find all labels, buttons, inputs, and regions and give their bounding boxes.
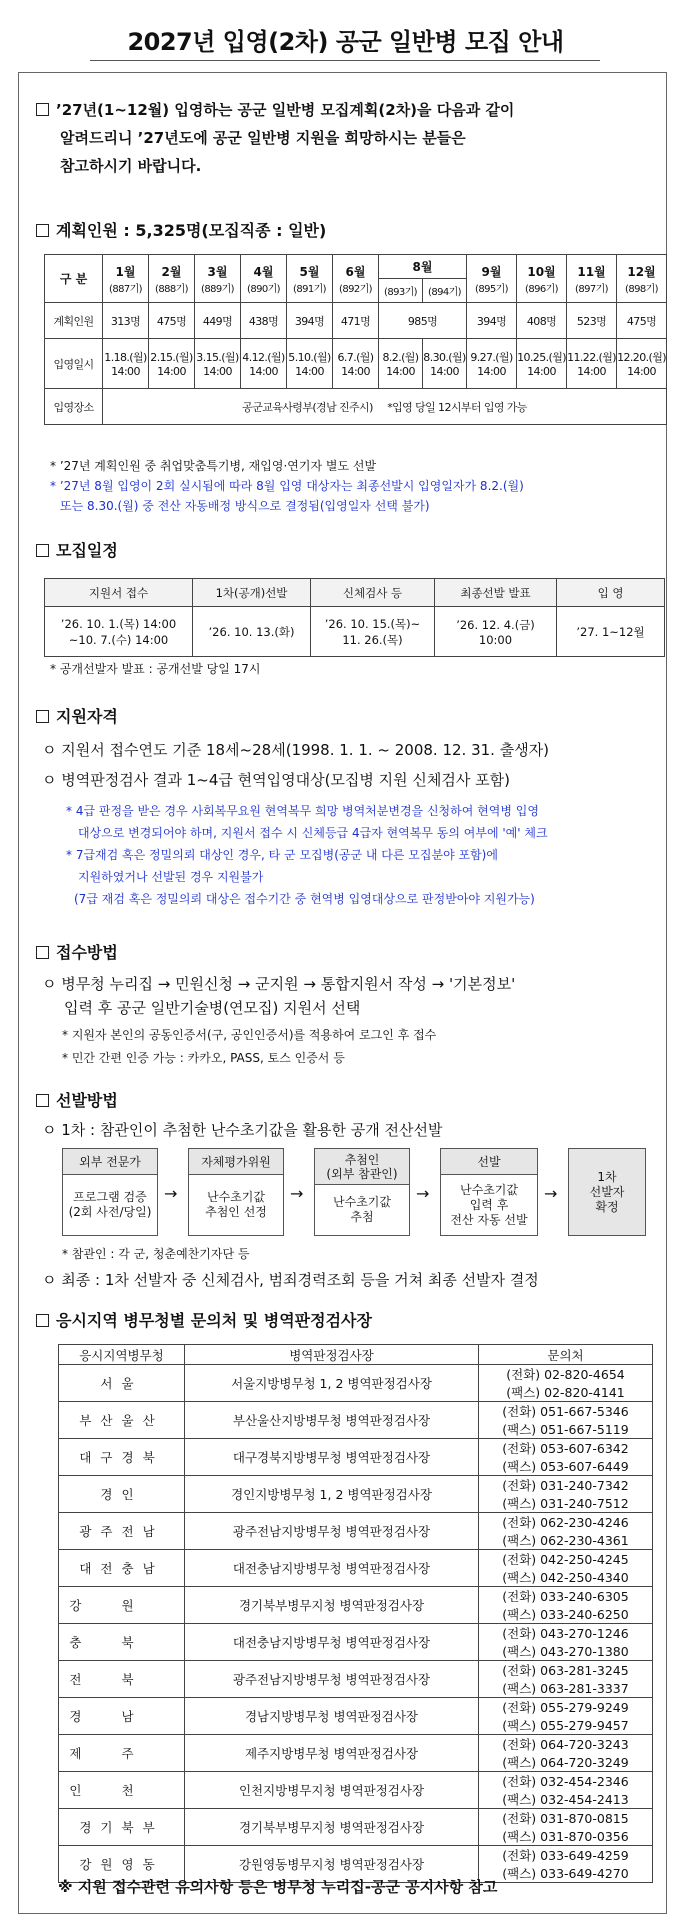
date-cell: 1.18.(월) 14:00 xyxy=(103,339,149,389)
checkbox-icon xyxy=(36,544,49,557)
apply-note: * 민간 간편 인증 가능 : 카카오, PASS, 토스 인증서 등 xyxy=(62,1051,345,1065)
date-cell: 4.12.(월) 14:00 xyxy=(241,339,287,389)
selection-final: ㅇ 최종 : 1차 선발자 중 신체검사, 범죄경력조회 등을 거쳐 최종 선발자 결정 xyxy=(42,1271,539,1289)
site-cell: 대전충남지방병무청 병역판정검사장 xyxy=(185,1624,479,1661)
contact-cell: (전화) 053-607-6342 (팩스) 053-607-6449 xyxy=(479,1439,653,1476)
month-9: 9월 (895기) xyxy=(467,255,517,303)
contact-cell: (전화) 033-240-6305 (팩스) 033-240-6250 xyxy=(479,1587,653,1624)
contact-cell: (전화) 02-820-4654 (팩스) 02-820-4141 xyxy=(479,1365,653,1402)
region-cell: 서울 xyxy=(59,1365,185,1402)
checkbox-icon xyxy=(36,1314,49,1327)
eligibility-item-1: ㅇ 지원서 접수연도 기준 18세~28세(1998. 1. 1. ~ 2008. 12. 31. 출생자) xyxy=(42,741,550,759)
table-row xyxy=(59,1550,653,1587)
schedule-cell: ’27. 1~12월 xyxy=(557,607,665,657)
site-cell: 제주지방병무청 병역판정검사장 xyxy=(185,1735,479,1772)
intro-text xyxy=(36,96,514,180)
table-row xyxy=(59,1587,653,1624)
place-cell: 공군교육사령부(경남 진주시) *입영 당일 12시부터 입영 가능 xyxy=(103,389,667,425)
count-cell: 523명 xyxy=(567,303,617,339)
apply-steps xyxy=(42,972,515,1020)
region-cell: 전북 xyxy=(59,1661,185,1698)
schedule-heading: 모집일정 xyxy=(36,538,118,561)
date-cell: 9.27.(월) 14:00 xyxy=(467,339,517,389)
contacts-table xyxy=(58,1344,653,1883)
count-cell: 408명 xyxy=(517,303,567,339)
eligibility-note: * 4급 판정을 받은 경우 사회복무요원 현역복무 희망 병역처분변경을 신청하여 현역병 입영 xyxy=(66,804,539,818)
table-row xyxy=(59,1476,653,1513)
region-cell: 광주전남 xyxy=(59,1513,185,1550)
count-row xyxy=(45,303,667,339)
site-cell: 서울지방병무청 1, 2 병역판정검사장 xyxy=(185,1365,479,1402)
region-cell: 부산울산 xyxy=(59,1402,185,1439)
schedule-header: 최종선발 발표 xyxy=(435,579,557,607)
count-cell: 985명 xyxy=(379,303,467,339)
month-10: 10월 (896기) xyxy=(517,255,567,303)
site-cell: 광주전남지방병무청 병역판정검사장 xyxy=(185,1513,479,1550)
site-cell: 인천지방병무지청 병역판정검사장 xyxy=(185,1772,479,1809)
count-cell: 394명 xyxy=(287,303,333,339)
gubun-header: 구 분 xyxy=(45,255,103,303)
flow-step-head: 추첨인 (외부 참관인) xyxy=(315,1149,409,1185)
row-label: 입영일시 xyxy=(45,339,103,389)
table-row xyxy=(59,1439,653,1476)
plan-heading: 계획인원 : 5,325명(모집직종 : 일반) xyxy=(36,218,326,241)
intro-line-3: 참고하시기 바랍니다. xyxy=(60,157,202,175)
table-row xyxy=(59,1365,653,1402)
schedule-header: 1차(공개)선발 xyxy=(193,579,311,607)
site-cell: 대구경북지방병무청 병역판정검사장 xyxy=(185,1439,479,1476)
date-cell: 10.25.(월) 14:00 xyxy=(517,339,567,389)
checkbox-icon xyxy=(36,710,49,723)
table-row xyxy=(59,1402,653,1439)
schedule-header: 신체검사 등 xyxy=(311,579,435,607)
plan-table xyxy=(44,254,667,425)
region-cell: 인천 xyxy=(59,1772,185,1809)
schedule-table xyxy=(44,578,665,657)
contact-cell: (전화) 062-230-4246 (팩스) 062-230-4361 xyxy=(479,1513,653,1550)
contacts-header: 문의처 xyxy=(479,1345,653,1365)
contact-cell: (전화) 043-270-1246 (팩스) 043-270-1380 xyxy=(479,1624,653,1661)
checkbox-icon xyxy=(36,1094,49,1107)
date-cell: 8.30.(월) 14:00 xyxy=(423,339,467,389)
month-4: 4월 (890기) xyxy=(241,255,287,303)
flow-step-head: 외부 전문가 xyxy=(63,1149,157,1175)
month-5: 5월 (891기) xyxy=(287,255,333,303)
date-cell: 6.7.(월) 14:00 xyxy=(333,339,379,389)
site-cell: 경기북부병무지청 병역판정검사장 xyxy=(185,1809,479,1846)
region-cell: 충북 xyxy=(59,1624,185,1661)
date-cell: 11.22.(월) 14:00 xyxy=(567,339,617,389)
count-cell: 394명 xyxy=(467,303,517,339)
region-cell: 강원영동 xyxy=(59,1846,185,1883)
month-6: 6월 (892기) xyxy=(333,255,379,303)
title-divider xyxy=(90,60,600,61)
site-cell: 경기북부병무지청 병역판정검사장 xyxy=(185,1587,479,1624)
table-row xyxy=(59,1661,653,1698)
apply-line-2: 입력 후 공군 일반기술병(연모집) 지원서 선택 xyxy=(64,999,361,1017)
plan-note-2: * ’27년 8월 입영이 2회 실시됨에 따라 8월 입영 대상자는 최종선발시 입영일자가 8.2.(월) xyxy=(50,479,524,493)
month-8-gi-2: (894기) xyxy=(423,279,467,303)
month-3: 3월 (889기) xyxy=(195,255,241,303)
month-11: 11월 (897기) xyxy=(567,255,617,303)
schedule-header: 입 영 xyxy=(557,579,665,607)
date-cell: 2.15.(월) 14:00 xyxy=(149,339,195,389)
table-row xyxy=(59,1624,653,1661)
contact-cell: (전화) 063-281-3245 (팩스) 063-281-3337 xyxy=(479,1661,653,1698)
schedule-cell: ’26. 10. 13.(화) xyxy=(193,607,311,657)
intro-line-2: 알려드리니 ’27년도에 공군 일반병 지원을 희망하시는 분들은 xyxy=(60,129,466,147)
date-cell: 12.20.(월) 14:00 xyxy=(617,339,667,389)
region-cell: 강원 xyxy=(59,1587,185,1624)
site-cell: 강원영동병무지청 병역판정검사장 xyxy=(185,1846,479,1883)
month-12: 12월 (898기) xyxy=(617,255,667,303)
month-2: 2월 (888기) xyxy=(149,255,195,303)
table-row xyxy=(59,1698,653,1735)
contact-cell: (전화) 031-870-0815 (팩스) 031-870-0356 xyxy=(479,1809,653,1846)
eligibility-note: * 7급재검 혹은 정밀의뢰 대상인 경우, 타 군 모집병(공군 내 다른 모집분야 포함)에 xyxy=(66,848,498,862)
checkbox-icon xyxy=(36,103,49,116)
contact-cell: (전화) 051-667-5346 (팩스) 051-667-5119 xyxy=(479,1402,653,1439)
date-row xyxy=(45,339,667,389)
row-label: 계획인원 xyxy=(45,303,103,339)
arrow-right-icon: → xyxy=(544,1184,558,1203)
eligibility-note: 대상으로 변경되어야 하며, 지원서 접수 시 신체등급 4급자 현역복무 동의 여부에 '예' 체크 xyxy=(78,826,548,840)
contact-cell: (전화) 042-250-4245 (팩스) 042-250-4340 xyxy=(479,1550,653,1587)
plan-note-1: * ’27년 계획인원 중 취업맞춤특기병, 재입영·연기자 별도 선발 xyxy=(50,459,377,473)
site-cell: 부산울산지방병무청 병역판정검사장 xyxy=(185,1402,479,1439)
date-cell: 5.10.(월) 14:00 xyxy=(287,339,333,389)
arrow-right-icon: → xyxy=(164,1184,178,1203)
count-cell: 471명 xyxy=(333,303,379,339)
plan-notes xyxy=(50,456,524,516)
contacts-heading: 응시지역 병무청별 문의처 및 병역판정검사장 xyxy=(36,1308,372,1331)
selection-note: * 참관인 : 각 군, 청춘예찬기자단 등 xyxy=(62,1247,250,1261)
contacts-header: 응시지역병무청 xyxy=(59,1345,185,1365)
schedule-cell: ’26. 12. 4.(금) 10:00 xyxy=(435,607,557,657)
site-cell: 경인지방병무청 1, 2 병역판정검사장 xyxy=(185,1476,479,1513)
schedule-note: * 공개선발자 발표 : 공개선발 당일 17시 xyxy=(50,662,261,676)
schedule-cell: ’26. 10. 15.(목)~ 11. 26.(목) xyxy=(311,607,435,657)
arrow-right-icon: → xyxy=(416,1184,430,1203)
checkbox-icon xyxy=(36,224,49,237)
flow-step-drawer: 추첨인 (외부 참관인) 난수초기값 추첨 xyxy=(314,1148,410,1236)
apply-line-1: ㅇ 병무청 누리집 → 민원신청 → 군지원 → 통합지원서 작성 → '기본정보' xyxy=(42,975,516,993)
month-8: 8월 xyxy=(379,255,467,279)
eligibility-heading: 지원자격 xyxy=(36,704,118,727)
plan-note-3: 또는 8.30.(월) 중 전산 자동배정 방식으로 결정됨(입영일자 선택 불가) xyxy=(60,499,430,513)
region-cell: 경인 xyxy=(59,1476,185,1513)
site-cell: 대전충남지방병무청 병역판정검사장 xyxy=(185,1550,479,1587)
eligibility-item-2: ㅇ 병역판정검사 결과 1~4급 현역입영대상(모집병 지원 신체검사 포함) xyxy=(42,771,510,789)
date-cell: 3.15.(월) 14:00 xyxy=(195,339,241,389)
table-row xyxy=(59,1772,653,1809)
table-row xyxy=(59,1735,653,1772)
count-cell: 475명 xyxy=(617,303,667,339)
site-cell: 경남지방병무청 병역판정검사장 xyxy=(185,1698,479,1735)
flow-step-head: 선발 xyxy=(441,1149,537,1175)
contact-cell: (전화) 055-279-9249 (팩스) 055-279-9457 xyxy=(479,1698,653,1735)
month-1: 1월 (887기) xyxy=(103,255,149,303)
region-cell: 경기북부 xyxy=(59,1809,185,1846)
table-row xyxy=(59,1809,653,1846)
flow-step-head: 자체평가위원 xyxy=(189,1149,283,1175)
selection-heading: 선발방법 xyxy=(36,1088,118,1111)
place-row xyxy=(45,389,667,425)
contact-cell: (전화) 033-649-4259 (팩스) 033-649-4270 xyxy=(479,1846,653,1883)
selection-first: ㅇ 1차 : 참관인이 추첨한 난수초기값을 활용한 공개 전산선발 xyxy=(42,1121,443,1139)
region-cell: 경남 xyxy=(59,1698,185,1735)
count-cell: 475명 xyxy=(149,303,195,339)
arrow-right-icon: → xyxy=(290,1184,304,1203)
intro-line-1: ’27년(1~12월) 입영하는 공군 일반병 모집계획(2차)을 다음과 같이 xyxy=(36,96,514,124)
flow-step-confirm: 1차 선발자 확정 xyxy=(568,1148,646,1236)
row-label: 입영장소 xyxy=(45,389,103,425)
apply-note: * 지원자 본인의 공동인증서(구, 공인인증서)를 적용하여 로그인 후 접수 xyxy=(62,1028,437,1042)
eligibility-notes xyxy=(66,800,548,910)
contacts-header: 병역판정검사장 xyxy=(185,1345,479,1365)
flow-step-committee: 자체평가위원 난수초기값 추첨인 선정 xyxy=(188,1148,284,1236)
month-8-gi-1: (893기) xyxy=(379,279,423,303)
schedule-header: 지원서 접수 xyxy=(45,579,193,607)
contact-cell: (전화) 064-720-3243 (팩스) 064-720-3249 xyxy=(479,1735,653,1772)
count-cell: 449명 xyxy=(195,303,241,339)
checkbox-icon xyxy=(36,946,49,959)
contact-cell: (전화) 032-454-2346 (팩스) 032-454-2413 xyxy=(479,1772,653,1809)
eligibility-note: 지원하였거나 선발된 경우 지원불가 xyxy=(78,870,264,884)
schedule-cell: ’26. 10. 1.(목) 14:00 ~10. 7.(수) 14:00 xyxy=(45,607,193,657)
region-cell: 대구경북 xyxy=(59,1439,185,1476)
flow-step-expert: 외부 전문가 프로그램 검증 (2회 사전/당일) xyxy=(62,1148,158,1236)
site-cell: 광주전남지방병무청 병역판정검사장 xyxy=(185,1661,479,1698)
footer-note: ※ 지원 접수관련 유의사항 등은 병무청 누리집-공군 공지사항 참고 xyxy=(58,1878,498,1896)
apply-notes xyxy=(62,1024,436,1070)
region-cell: 대전충남 xyxy=(59,1550,185,1587)
count-cell: 313명 xyxy=(103,303,149,339)
contact-cell: (전화) 031-240-7342 (팩스) 031-240-7512 xyxy=(479,1476,653,1513)
count-cell: 438명 xyxy=(241,303,287,339)
flow-step-selection: 선발 난수초기값 입력 후 전산 자동 선발 xyxy=(440,1148,538,1236)
eligibility-note: (7급 재검 혹은 정밀의뢰 대상은 접수기간 중 현역병 입영대상으로 판정받아야 지원가능) xyxy=(74,892,535,906)
table-row xyxy=(59,1513,653,1550)
apply-heading: 접수방법 xyxy=(36,940,118,963)
page-title: 2027년 입영(2차) 공군 일반병 모집 안내 xyxy=(127,28,564,56)
date-cell: 8.2.(월) 14:00 xyxy=(379,339,423,389)
region-cell: 제주 xyxy=(59,1735,185,1772)
